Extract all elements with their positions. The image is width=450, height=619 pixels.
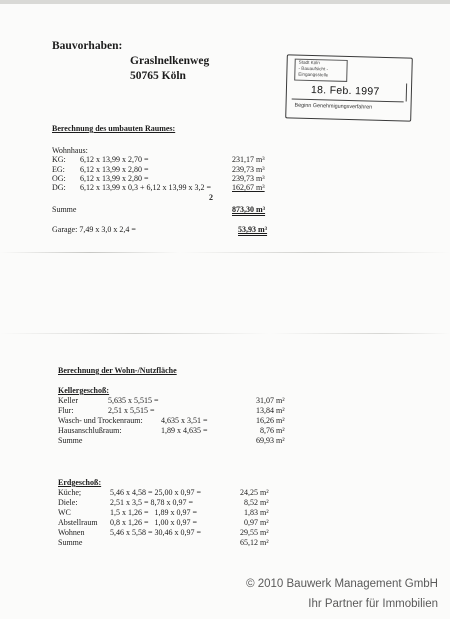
erd-row-value: 24,25 m² bbox=[240, 488, 269, 497]
raum-row-value: 239,73 m³ bbox=[232, 165, 265, 174]
raum-row-value: 231,17 m³ bbox=[232, 155, 265, 164]
stamp-office-line: Stadt Köln bbox=[298, 59, 320, 66]
stamp-office-line: Eingangsstelle bbox=[298, 71, 329, 78]
keller-row-value: 13,84 m² bbox=[256, 406, 285, 415]
keller-title: Kellergeschoß: bbox=[58, 386, 110, 395]
keller-row-value: 8,76 m² bbox=[260, 426, 285, 435]
erd-row-formula: 0,8 x 1,26 = 1,00 x 0,97 = bbox=[110, 518, 198, 527]
erd-title: Erdgeschoß: bbox=[58, 478, 102, 487]
raum-row-label: KG: bbox=[52, 155, 66, 164]
keller-row-formula: 2,51 x 5,515 = bbox=[108, 406, 155, 415]
raum-row-label: EG: bbox=[52, 165, 65, 174]
keller-row-label: Keller bbox=[58, 396, 78, 405]
project-label: Bauvorhaben: bbox=[52, 40, 123, 52]
scan-artifact-line bbox=[0, 252, 450, 253]
scan-edge bbox=[0, 0, 450, 4]
keller-row-formula: 1,89 x 4,635 = bbox=[161, 426, 208, 435]
erd-row-label: WC bbox=[58, 508, 71, 517]
raum-sum-label: Summe bbox=[52, 205, 77, 214]
group-label-wohnhaus: Wohnhaus: bbox=[52, 146, 88, 155]
keller-row-label: Flur: bbox=[58, 406, 74, 415]
tagline-watermark: Ihr Partner für Immobilien bbox=[308, 598, 438, 610]
erd-sum-label: Summe bbox=[58, 538, 83, 547]
stamp-office-line: - Bauaufsicht - bbox=[298, 65, 329, 72]
section-heading-wohnflaeche: Berechnung der Wohn-/Nutzfläche bbox=[58, 366, 177, 375]
keller-row-value: 16,26 m² bbox=[256, 416, 285, 425]
stamp-divider bbox=[406, 83, 407, 101]
garage-value: 53,93 m³ bbox=[238, 225, 268, 234]
project-city: 50765 Köln bbox=[130, 70, 186, 82]
erd-sum-value: 65,12 m² bbox=[240, 538, 269, 547]
erd-row-value: 1,83 m² bbox=[244, 508, 269, 517]
keller-row-label: Wasch- und Trockenraum: bbox=[58, 416, 143, 425]
keller-row-value: 31,07 m² bbox=[256, 396, 285, 405]
raum-row-formula: 6,12 x 13,99 x 2,80 = bbox=[80, 174, 149, 183]
raum-sum-value: 873,30 m³ bbox=[232, 205, 266, 214]
stamp-date: 18. Feb. 1997 bbox=[310, 84, 380, 98]
erd-row-formula: 5,46 x 4,58 = 25,00 x 0,97 = bbox=[110, 488, 202, 497]
section-heading-raum: Berechnung des umbauten Raumes: bbox=[52, 124, 176, 133]
stamp-divider bbox=[292, 99, 404, 103]
keller-row-label: Hausanschlußraum: bbox=[58, 426, 122, 435]
erd-row-formula: 2,51 x 3,5 = 8,78 x 0,97 = bbox=[110, 498, 194, 507]
erd-row-value: 29,55 m² bbox=[240, 528, 269, 537]
copyright-watermark: © 2010 Bauwerk Management GmbH bbox=[246, 578, 438, 590]
stamp-footer: Beginn Genehmigungsverfahren bbox=[294, 102, 373, 111]
receipt-stamp bbox=[285, 54, 413, 121]
raum-row-formula: 6,12 x 13,99 x 2,80 = bbox=[80, 165, 149, 174]
raum-row-label: OG: bbox=[52, 174, 66, 183]
erd-row-label: Abstellraum bbox=[58, 518, 98, 527]
stamp-office-box bbox=[294, 59, 348, 82]
erd-row-label: Wohnen bbox=[58, 528, 85, 537]
keller-sum-value: 69,93 m² bbox=[256, 436, 285, 445]
erd-row-value: 8,52 m² bbox=[244, 498, 269, 507]
raum-row-value: 239,73 m³ bbox=[232, 174, 265, 183]
raum-row-formula: 6,12 x 13,99 x 2,70 = bbox=[80, 155, 149, 164]
keller-sum-label: Summe bbox=[58, 436, 83, 445]
keller-row-formula: 5,635 x 5,515 = bbox=[108, 396, 159, 405]
raum-row-value: 162,67 m³ bbox=[232, 183, 265, 192]
raum-row-formula: 6,12 x 13,99 x 0,3 + 6,12 x 13,99 x 3,2 = bbox=[80, 183, 212, 192]
fraction-denominator: 2 bbox=[209, 193, 213, 202]
erd-row-formula: 5,46 x 5,58 = 30,46 x 0,97 = bbox=[110, 528, 202, 537]
erd-row-formula: 1,5 x 1,26 = 1,89 x 0,97 = bbox=[110, 508, 198, 517]
project-street: Graslnelkenweg bbox=[130, 55, 210, 67]
keller-row-formula: 4,635 x 3,51 = bbox=[161, 416, 208, 425]
raum-row-label: DG: bbox=[52, 183, 66, 192]
garage-label: Garage: 7,49 x 3,0 x 2,4 = bbox=[52, 225, 136, 234]
erd-row-value: 0,97 m² bbox=[244, 518, 269, 527]
erd-row-label: Diele: bbox=[58, 498, 78, 507]
scan-artifact-line bbox=[0, 333, 450, 334]
erd-row-label: Küche; bbox=[58, 488, 82, 497]
